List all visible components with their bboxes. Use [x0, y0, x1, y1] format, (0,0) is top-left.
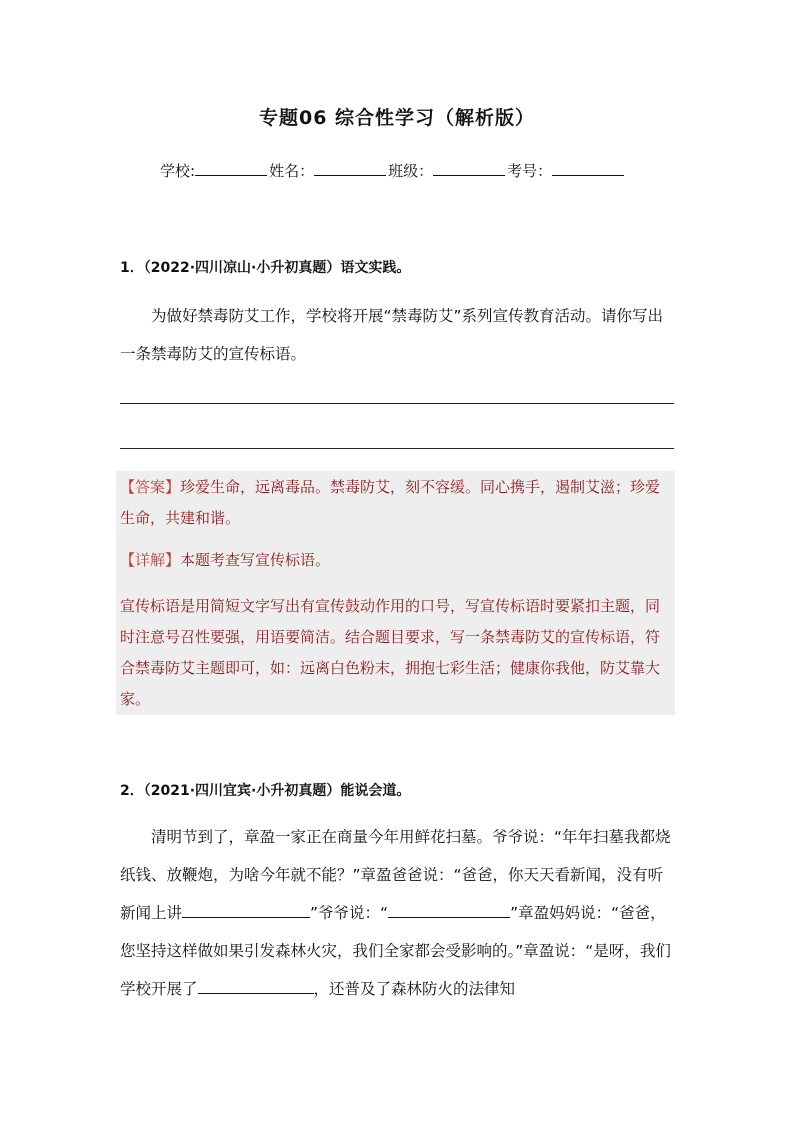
- blank-3[interactable]: [198, 978, 314, 994]
- name-field[interactable]: [314, 161, 386, 176]
- question-2-number: 2．: [120, 783, 144, 799]
- number-label: 考号：: [507, 162, 553, 180]
- class-field[interactable]: [433, 161, 505, 176]
- answer-line-2[interactable]: [120, 448, 674, 449]
- answer-box: [116, 471, 675, 715]
- question-2-text: [120, 818, 676, 1008]
- q2-part-4: ，还普及了森林防火的法律知: [313, 980, 516, 998]
- question-1-text: 为做好禁毒防艾工作，学校将开展“禁毒防艾”系列宣传教育活动。请你写出一条禁毒防艾的宣传标语。: [120, 307, 664, 363]
- q2-part-2: ”爷爷说：“: [310, 904, 389, 922]
- detail-tag: 【详解】: [120, 551, 181, 569]
- answer-block: [120, 472, 673, 534]
- number-field[interactable]: [552, 161, 624, 176]
- name-label: 姓名：: [269, 162, 315, 180]
- answer-line-1[interactable]: [120, 403, 674, 404]
- question-1-number: 1．: [120, 260, 144, 276]
- class-label: 班级：: [388, 162, 434, 180]
- student-info-row: [160, 160, 626, 181]
- page-title: 专题06 综合性学习（解析版）: [258, 107, 536, 129]
- q2-part-1: 清明节到了，章盈一家正在商量今年用鲜花扫墓。爷爷说：“年年扫墓我都烧纸钱、放鞭炮，为啥今年就不能？”章盈爸爸说：“爸爸，你天天看新闻，没有听新闻上讲: [120, 828, 671, 922]
- detail-block: [120, 545, 673, 576]
- answer-text: 珍爱生命，远离毒品。禁毒防艾，刻不容缓。同心携手，遏制艾滋；珍爱生命，共建和谐。: [120, 478, 661, 527]
- question-1-header: [120, 257, 410, 277]
- question-1-source: （2022·四川凉山·小升初真题）: [143, 260, 341, 276]
- explanation-text: 宣传标语是用简短文字写出有宣传鼓动作用的口号，写宣传标语时要紧扣主题，同时注意号召性要强，用语要简洁。结合题目要求，写一条禁毒防艾的宣传标语，符合禁毒防艾主题即可，如：远离白色粉末，拥抱七彩生活；健康你我他，防艾靠大家。: [120, 597, 661, 708]
- question-2-source: （2021·四川宜宾·小升初真题）: [143, 783, 341, 799]
- blank-2[interactable]: [388, 902, 510, 918]
- question-1-type: 语文实践。: [340, 260, 411, 276]
- school-field[interactable]: [195, 161, 267, 176]
- question-2-type: 能说会道。: [340, 783, 411, 799]
- answer-tag: 【答案】: [120, 478, 181, 496]
- q2-part-3: ”章盈妈妈说：“爸爸，您坚持这样做如果引发森林火灾，我们全家都会受影响的。”章盈说：“是呀，我们学校开展了: [120, 904, 671, 998]
- school-label: 学校:: [160, 162, 196, 180]
- detail-text: 本题考查写宣传标语。: [180, 551, 331, 569]
- question-2-header: [120, 780, 410, 800]
- blank-1[interactable]: [182, 902, 310, 918]
